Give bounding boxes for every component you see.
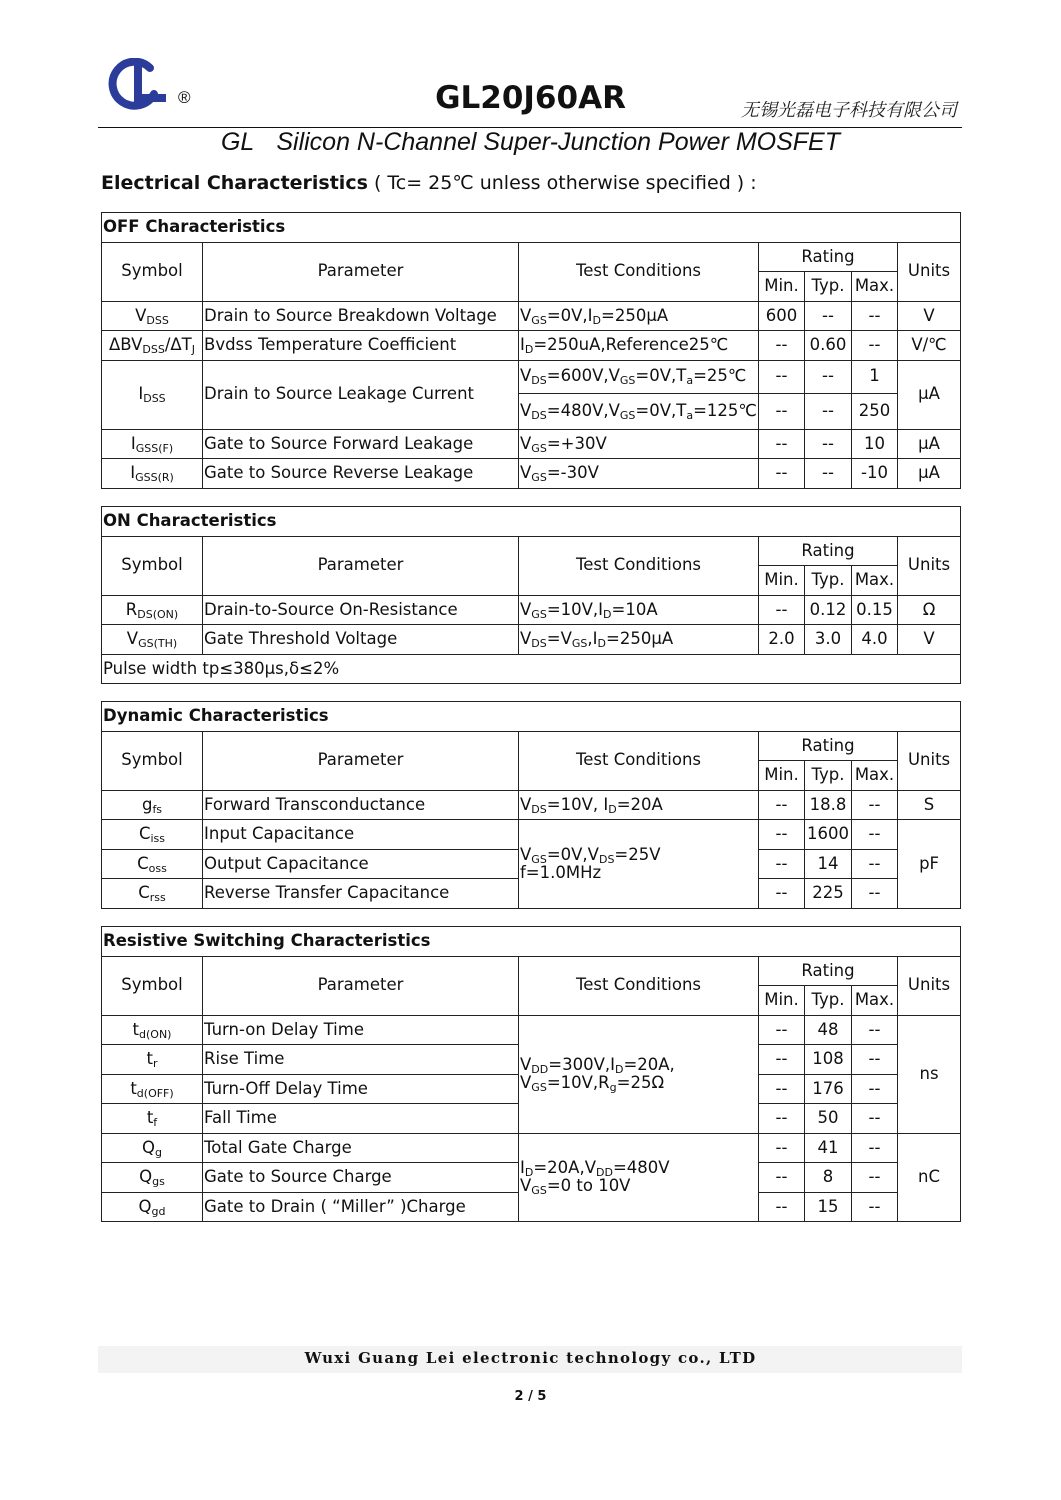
col-min: Min. [759,566,805,596]
min-value: -- [759,1015,805,1045]
col-rating: Rating [759,242,898,272]
max-value: -- [852,301,898,331]
symbol-tdoff: $t_{d(OFF)}$ [102,1074,203,1104]
min-value: -- [759,1074,805,1104]
parameter: Reverse Transfer Capacitance [203,879,519,909]
test-condition: $V_{GS}=10V,I_D=10A$ [519,595,759,625]
table-row [102,654,961,684]
col-max: Max. [852,566,898,596]
parameter: Gate Threshold Voltage [203,625,519,655]
typ-value: 50 [805,1104,852,1134]
col-max: Max. [852,986,898,1016]
typ-value: 1600 [805,820,852,850]
max-value: 1 [852,360,898,393]
ec-condition: ( Tc= 25℃ unless otherwise specified ) : [373,172,757,194]
parameter: Forward Transconductance [203,790,519,820]
footer-company: Wuxi Guang Lei electronic technology co., LTD [304,1349,757,1367]
min-value: -- [759,360,805,393]
table-row [102,429,961,459]
max-value: -- [852,879,898,909]
col-typ: Typ. [805,761,852,791]
min-value: -- [759,1163,805,1193]
test-condition: $V_{DD}=300V,I_D=20A$, $V_{GS}=10V,R_g=25\Omega$ [519,1015,759,1133]
section-heading [101,172,757,194]
typ-value: -- [805,459,852,489]
max-value: -- [852,1015,898,1045]
parameter: Gate to Drain ( “Miller” )Charge [203,1192,519,1222]
typ-value: 8 [805,1163,852,1193]
min-value: -- [759,820,805,850]
unit: V/℃ [898,331,961,361]
min-value: -- [759,879,805,909]
table-row [102,459,961,489]
symbol-rdson: $R_{DS(ON)}$ [102,595,203,625]
col-rating: Rating [759,956,898,986]
max-value: -- [852,1074,898,1104]
typ-value: -- [805,429,852,459]
test-condition: $V_{GS}=-30V$ [519,459,759,489]
part-number: GL20J60AR [435,80,626,116]
registered-mark: ® [178,88,191,107]
typ-value: 0.60 [805,331,852,361]
col-max: Max. [852,272,898,302]
parameter: Fall Time [203,1104,519,1134]
col-typ: Typ. [805,272,852,302]
col-parameter: Parameter [203,731,519,790]
col-test-conditions: Test Conditions [519,536,759,595]
typ-value: 41 [805,1133,852,1163]
test-condition: $V_{GS}=+30V$ [519,429,759,459]
col-min: Min. [759,272,805,302]
table-row [102,331,961,361]
col-symbol: Symbol [102,731,203,790]
typ-value: 0.12 [805,595,852,625]
company-name-cn: 无锡光磊电子科技有限公司 [741,100,957,121]
col-symbol: Symbol [102,242,203,301]
typ-value: 14 [805,849,852,879]
symbol-coss: $C_{oss}$ [102,849,203,879]
unit: S [898,790,961,820]
max-value: 10 [852,429,898,459]
col-rating: Rating [759,731,898,761]
col-symbol: Symbol [102,536,203,595]
table-row [102,1015,961,1045]
unit: μA [898,459,961,489]
col-parameter: Parameter [203,536,519,595]
test-condition: $V_{DS}=600V,V_{GS}=0V,T_a=25℃$ [519,360,759,393]
max-value: -- [852,820,898,850]
max-value: -- [852,1133,898,1163]
test-condition: $V_{GS}=0V,I_D=250\mu A$ [519,301,759,331]
symbol-igssr: $I_{GSS(R)}$ [102,459,203,489]
col-min: Min. [759,761,805,791]
col-test-conditions: Test Conditions [519,242,759,301]
max-value: -- [852,331,898,361]
typ-value: 3.0 [805,625,852,655]
unit: Ω [898,595,961,625]
symbol-qgs: $Q_{gs}$ [102,1163,203,1193]
max-value: 0.15 [852,595,898,625]
col-rating: Rating [759,536,898,566]
parameter: Drain-to-Source On-Resistance [203,595,519,625]
dynamic-section-title: Dynamic Characteristics [102,702,961,732]
min-value: 600 [759,301,805,331]
parameter: Rise Time [203,1045,519,1075]
col-typ: Typ. [805,986,852,1016]
symbol-gfs: $g_{fs}$ [102,790,203,820]
symbol-tdon: $t_{d(ON)}$ [102,1015,203,1045]
ec-title: Electrical Characteristics [101,172,368,194]
symbol-igssf: $I_{GSS(F)}$ [102,429,203,459]
pulse-note: Pulse width tp≤380μs,δ≤2% [102,654,961,684]
dynamic-characteristics-table [101,701,961,909]
document-subtitle [0,128,1061,157]
col-parameter: Parameter [203,242,519,301]
table-row [102,790,961,820]
min-value: -- [759,790,805,820]
typ-value: -- [805,301,852,331]
table-row [102,820,961,850]
symbol-tr: $t_r$ [102,1045,203,1075]
on-characteristics-table [101,506,961,684]
col-test-conditions: Test Conditions [519,956,759,1015]
min-value: -- [759,1045,805,1075]
typ-value: 18.8 [805,790,852,820]
typ-value: -- [805,360,852,393]
symbol-ciss: $C_{iss}$ [102,820,203,850]
parameter: Bvdss Temperature Coefficient [203,331,519,361]
table-row [102,360,961,393]
parameter: Input Capacitance [203,820,519,850]
col-parameter: Parameter [203,956,519,1015]
symbol-tf: $t_f$ [102,1104,203,1134]
parameter: Gate to Source Charge [203,1163,519,1193]
col-test-conditions: Test Conditions [519,731,759,790]
col-units: Units [898,536,961,595]
col-units: Units [898,956,961,1015]
test-condition-text: =-30V [546,463,599,483]
min-value: -- [759,1133,805,1163]
symbol-qg: $Q_g$ [102,1133,203,1163]
min-value: -- [759,331,805,361]
test-condition-line2: =0 to 10V [546,1176,631,1196]
unit: μA [898,360,961,429]
typ-value: 48 [805,1015,852,1045]
table-row [102,625,961,655]
test-condition: $V_{GS}=0V,V_{DS}=25V$ f=1.0MHz [519,820,759,909]
unit: V [898,625,961,655]
unit: ns [898,1015,961,1133]
switching-characteristics-table [101,926,961,1222]
max-value: 250 [852,393,898,429]
switching-section-title: Resistive Switching Characteristics [102,927,961,957]
parameter: Turn-on Delay Time [203,1015,519,1045]
page-number: 2 / 5 [514,1389,547,1404]
parameter: Drain to Source Leakage Current [203,360,519,429]
max-value: -- [852,849,898,879]
unit: pF [898,820,961,909]
symbol-qgd: $Q_{gd}$ [102,1192,203,1222]
max-value: -- [852,1045,898,1075]
test-condition: $I_D=20A,V_{DD}=480V$ $V_{GS}=0$ to 10V [519,1133,759,1222]
unit: μA [898,429,961,459]
typ-value: 108 [805,1045,852,1075]
min-value: -- [759,1192,805,1222]
col-units: Units [898,731,961,790]
unit: nC [898,1133,961,1222]
symbol-vdss: $V_{DSS}$ [102,301,203,331]
subtitle-text: Silicon N-Channel Super-Junction Power MOSFET [276,128,841,156]
test-condition-line2: f=1.0MHz [520,862,602,882]
table-row [102,595,961,625]
test-condition: $V_{DS}=480V,V_{GS}=0V,T_a=125℃$ [519,393,759,429]
min-value: -- [759,459,805,489]
typ-value: 176 [805,1074,852,1104]
typ-value: -- [805,393,852,429]
parameter: Total Gate Charge [203,1133,519,1163]
min-value: -- [759,849,805,879]
min-value: -- [759,1104,805,1134]
off-characteristics-table [101,212,961,489]
max-value: 4.0 [852,625,898,655]
min-value: -- [759,595,805,625]
min-value: -- [759,393,805,429]
symbol-vgsth: $V_{GS(TH)}$ [102,625,203,655]
col-units: Units [898,242,961,301]
max-value: -- [852,1104,898,1134]
table-row [102,301,961,331]
col-max: Max. [852,761,898,791]
symbol-dbvdss: $\Delta BV_{DSS}/\Delta T_J$ [102,331,203,361]
min-value: 2.0 [759,625,805,655]
col-symbol: Symbol [102,956,203,1015]
symbol-idss: $I_{DSS}$ [102,360,203,429]
test-condition: $I_D=250uA,Reference25℃$ [519,331,759,361]
unit: V [898,301,961,331]
parameter: Drain to Source Breakdown Voltage [203,301,519,331]
typ-value: 225 [805,879,852,909]
max-value: -- [852,790,898,820]
test-condition-text: =250uA,Reference25℃ [533,335,729,355]
symbol-crss: $C_{rss}$ [102,879,203,909]
parameter: Turn-Off Delay Time [203,1074,519,1104]
test-condition: $V_{DS}=V_{GS},I_D=250\mu A$ [519,625,759,655]
on-section-title: ON Characteristics [102,507,961,537]
col-min: Min. [759,986,805,1016]
col-typ: Typ. [805,566,852,596]
min-value: -- [759,429,805,459]
typ-value: 15 [805,1192,852,1222]
parameter: Gate to Source Reverse Leakage [203,459,519,489]
off-section-title: OFF Characteristics [102,213,961,243]
table-row [102,1133,961,1163]
test-condition: $V_{DS}=10V$, $I_D=20A$ [519,790,759,820]
parameter: Output Capacitance [203,849,519,879]
max-value: -- [852,1192,898,1222]
parameter: Gate to Source Forward Leakage [203,429,519,459]
test-condition-text: =+30V [546,433,607,453]
max-value: -- [852,1163,898,1193]
subtitle-prefix: GL [220,128,255,156]
max-value: -10 [852,459,898,489]
